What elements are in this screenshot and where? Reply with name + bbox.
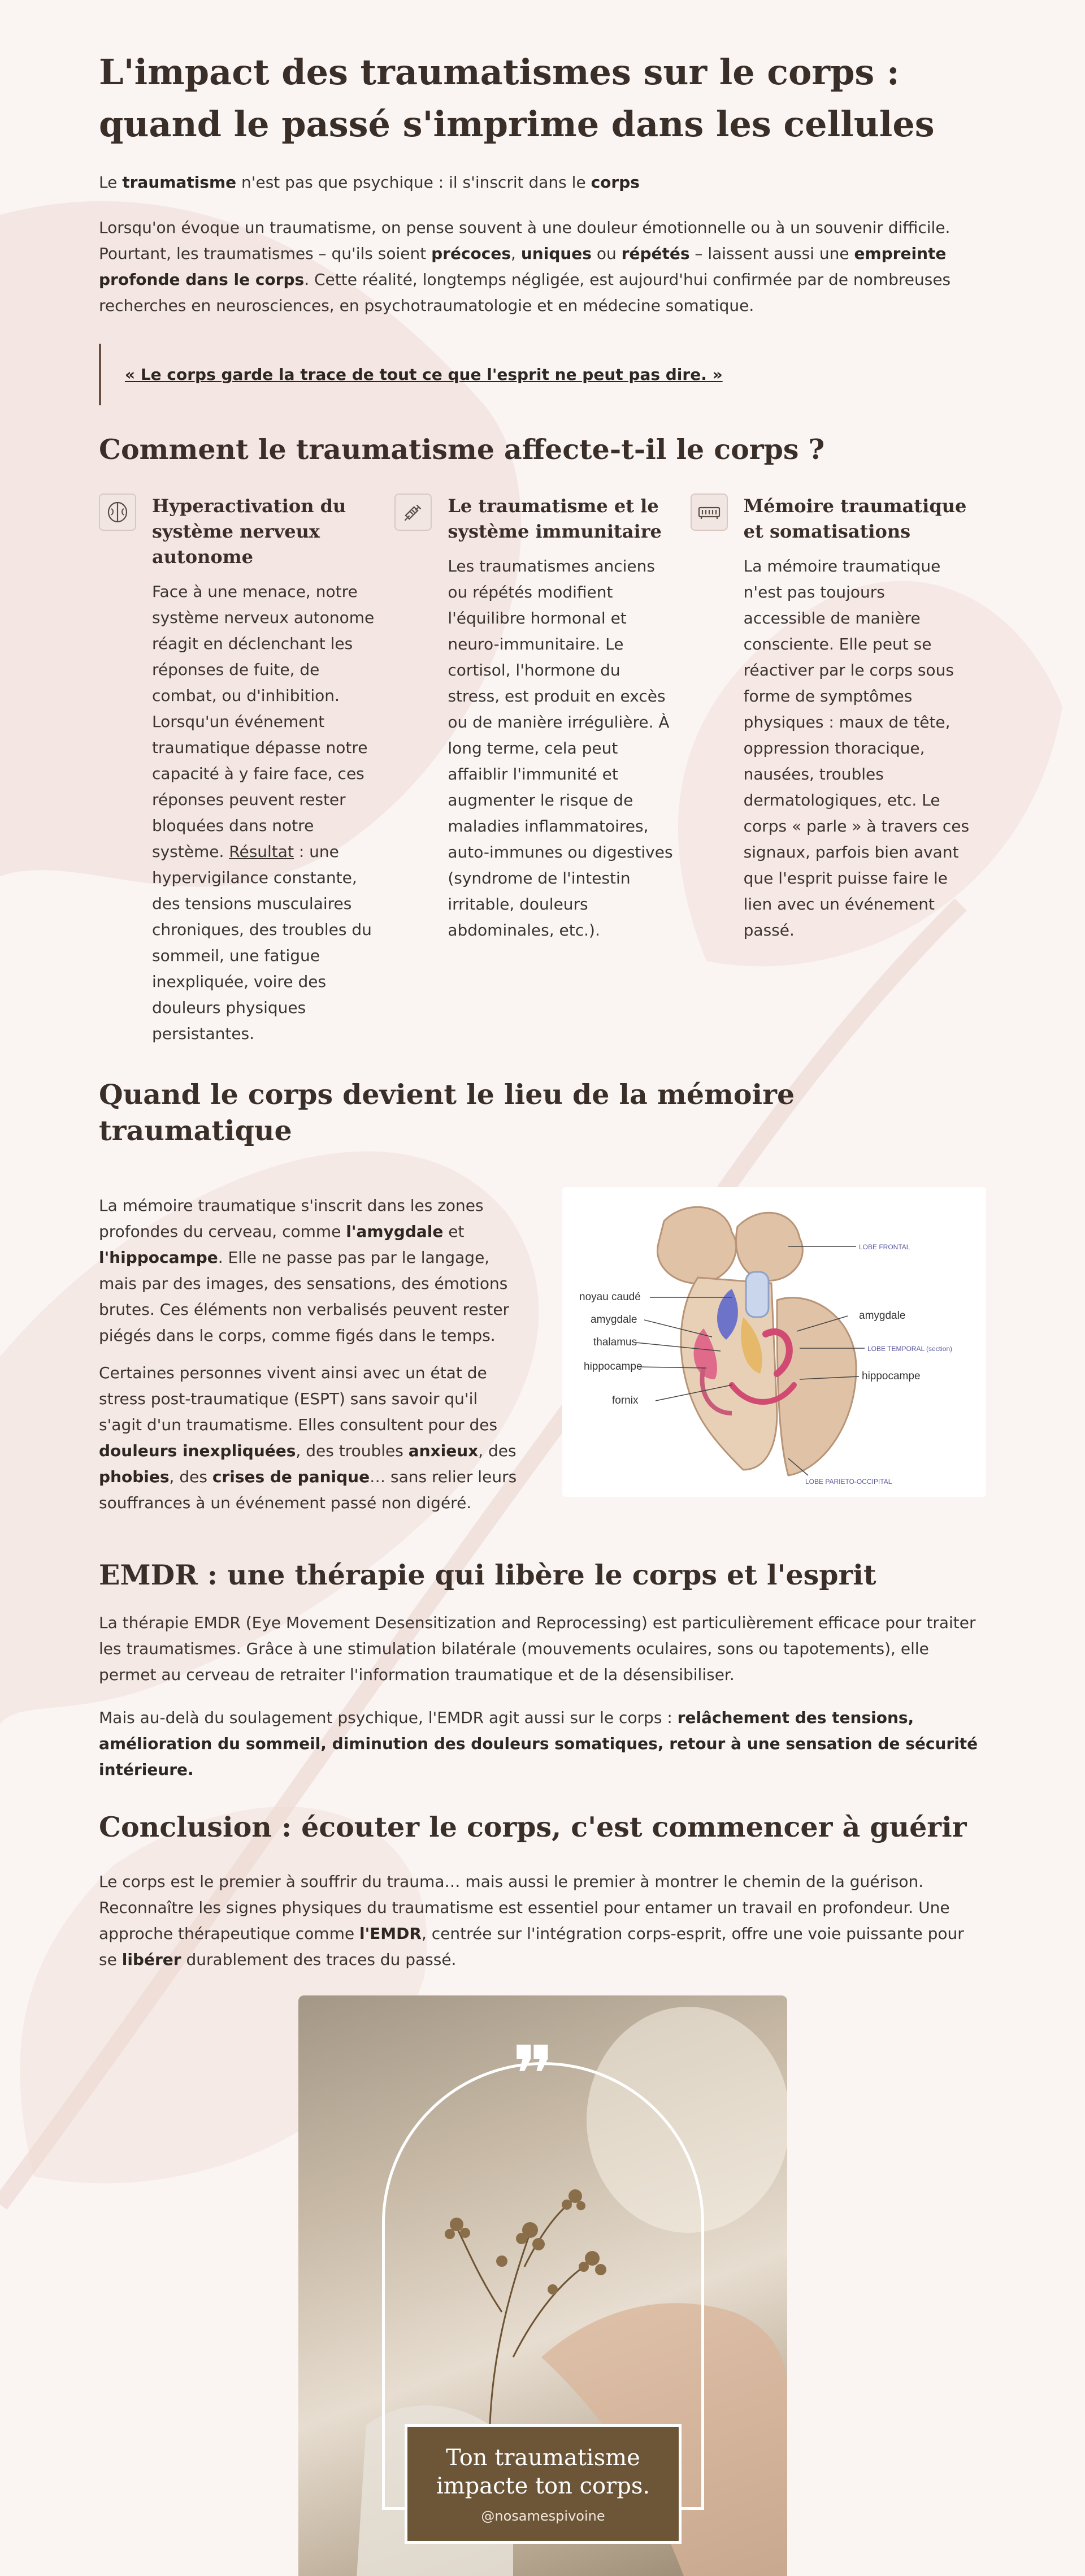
label-amygdale-left: amygdale (591, 1314, 637, 1326)
memory-section (99, 1193, 986, 1516)
poster-line-2: impacte ton corps. (436, 2473, 650, 2499)
quote-text: « Le corps garde la trace de tout ce que l'esprit ne peut pas dire. » (125, 365, 723, 384)
section-heading-emdr: EMDR : une thérapie qui libère le corps et l'esprit (99, 1558, 876, 1591)
page-title: L'impact des traumatismes sur le corps : quand le passé s'imprime dans les cellules (99, 51, 935, 145)
section-heading-conclusion: Conclusion : écouter le corps, c'est commencer à guérir (99, 1811, 967, 1843)
brain-anatomy-diagram (562, 1187, 986, 1497)
label-fornix: fornix (612, 1395, 639, 1406)
brain-illustration (657, 1207, 856, 1475)
label-lobe-frontal: LOBE FRONTAL (859, 1243, 910, 1251)
emdr-section (99, 1610, 986, 1783)
label-thalamus: thalamus (593, 1336, 637, 1348)
effects-columns (99, 493, 986, 1047)
poster-handle: @nosamespivoine (481, 2508, 605, 2524)
label-noyau-caude: noyau caudé (579, 1291, 641, 1303)
column-title: Le traumatisme et le système immunitaire (448, 495, 662, 542)
subtitle: Le traumatisme n'est pas que psychique : il s'inscrit dans le corps (99, 173, 640, 192)
column-text: La mémoire traumatique n'est pas toujours accessible de manière consciente. Elle peut se réactiver par le corps sous forme de symptômes physiques : maux de tête, oppression thoracique, nausées, troubles dermatologiques, etc. Le corps « parle » à travers ces signaux, parfois bien avant que l'esprit puisse faire le lien avec un événement passé. (743, 557, 970, 940)
column-title: Hyperactivation du système nerveux autonome (152, 495, 346, 568)
quote-mark-icon: ❞ (512, 2029, 555, 2122)
poster-caption-box (405, 2424, 682, 2544)
brain-icon (99, 493, 136, 531)
label-hippocampe-right: hippocampe (862, 1370, 921, 1382)
emdr-paragraph-1: La thérapie EMDR (Eye Movement Desensitization and Reprocessing) est particulièrement efficace pour traiter les traumatismes. Grâce à une stimulation bilatérale (mouvements oculaires, sons ou tapotements), elle permet au cerveau de retraiter l'information traumatique et de la désensibiliser. (99, 1613, 976, 1684)
memory-paragraph-2: Certaines personnes vivent ainsi avec un état de stress post-traumatique (ESPT) sans savoir qu'il s'agit d'un traumatisme. Elles consultent pour des douleurs inexpliquées, des troubles anxieux, des phobies, des crises de panique… sans relier leurs souffrances à un événement passé non digéré. (99, 1363, 517, 1512)
label-amygdale-right: amygdale (859, 1310, 906, 1322)
column-nervous-system (99, 493, 394, 1047)
column-trauma-memory (691, 493, 986, 1047)
label-lobe-temporal: LOBE TEMPORAL (section) (867, 1345, 953, 1353)
blockquote (99, 344, 986, 405)
conclusion-paragraph: Le corps est le premier à souffrir du trauma… mais aussi le premier à montrer le chemin de la guérison. Reconnaître les signes physiques du traumatisme est essentiel pour entamer un travail en profondeur. Une approche thérapeutique comme l'EMDR, centrée sur l'intégration corps-esprit, offre une voie puissante pour se libérer durablement des traces du passé. (99, 1872, 964, 1969)
section-heading-memory: Quand le corps devient le lieu de la mémoire traumatique (99, 1078, 795, 1147)
column-title: Mémoire traumatique et somatisations (743, 495, 967, 542)
column-immune-system (394, 493, 690, 1047)
memory-chip-icon (691, 493, 728, 531)
column-text: Les traumatismes anciens ou répétés modifient l'équilibre hormonal et neuro-immunitaire. Le cortisol, l'hormone du stress, est produit en excès ou de manière irrégulière. À long terme, cela peut affaiblir l'immunité et augmenter le risque de maladies inflammatoires, auto-immunes ou digestives (syndrome de l'intestin irritable, douleurs abdominales, etc.). (448, 557, 673, 940)
poster-line-1: Ton traumatisme (446, 2445, 640, 2471)
syringe-icon (394, 493, 432, 531)
memory-paragraph-1: La mémoire traumatique s'inscrit dans les zones profondes du cerveau, comme l'amygdale et l'hippocampe. Elle ne passe pas par le langage, mais par des images, des sensations, des émotions brutes. Ces éléments non verbalisés peuvent rester piégés dans le corps, comme figés dans le temps. (99, 1196, 510, 1345)
quote-poster-image (298, 1995, 787, 2576)
intro-paragraph: Lorsqu'on évoque un traumatisme, on pense souvent à une douleur émotionnelle ou à un souvenir difficile. Pourtant, les traumatismes – qu'ils soient précoces, uniques ou répétés – laissent aussi une empreinte profonde dans le corps. Cette réalité, longtemps négligée, est aujourd'hui confirmée par de nombreuses recherches en neurosciences, en psychotraumatologie et en médecine somatique. (99, 218, 951, 315)
label-lobe-parieto: LOBE PARIETO-OCCIPITAL (805, 1478, 892, 1486)
column-text: Face à une menace, notre système nerveux autonome réagit en déclenchant les réponses de fuite, de combat, ou d'inhibition. Lorsqu'un événement traumatique dépasse notre capacité à y faire face, ces réponses peuvent rester bloquées dans notre système. Résultat : une hypervigilance constante, des tensions musculaires chroniques, des troubles du sommeil, une fatigue inexpliquée, voire des douleurs physiques persistantes. (152, 582, 375, 1043)
label-hippocampe-left: hippocampe (584, 1361, 643, 1373)
emdr-paragraph-2: Mais au-delà du soulagement psychique, l'EMDR agit aussi sur le corps : relâchement des tensions, amélioration du sommeil, diminution des douleurs somatiques, retour à une sensation de sécurité intérieure. (99, 1708, 978, 1779)
section-heading-effects: Comment le traumatisme affecte-t-il le corps ? (99, 433, 825, 466)
